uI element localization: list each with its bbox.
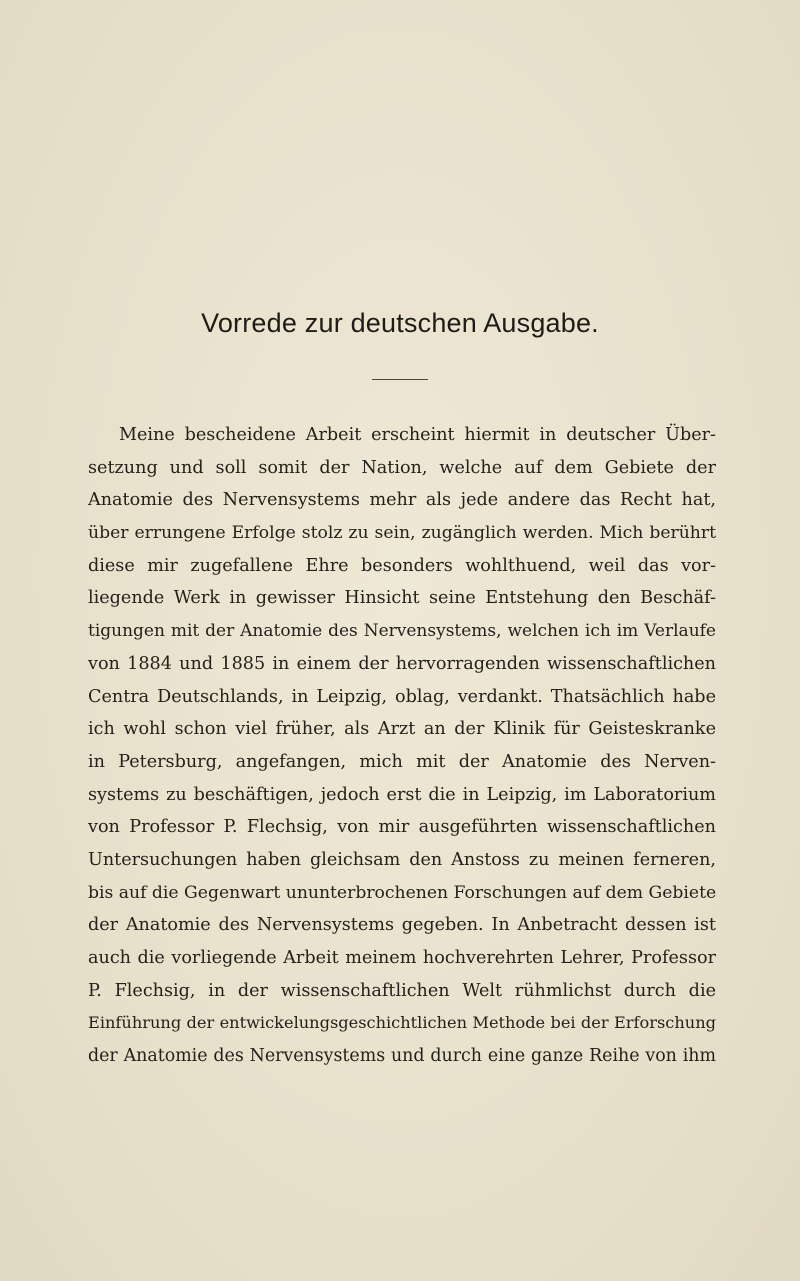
- title-divider: [372, 379, 428, 380]
- text-line: Einführung der entwickelungsgeschichtlichen Methode bei der Erforschung: [88, 1013, 716, 1033]
- body-paragraph: [88, 419, 716, 1073]
- text-line: tigungen mit der Anatomie des Nervensystems, welchen ich im Verlaufe: [88, 621, 716, 642]
- text-line: liegende Werk in gewisser Hinsicht seine Entstehung den Beschäf-: [88, 588, 716, 609]
- text-line: von 1884 und 1885 in einem der hervorragenden wissenschaftlichen: [88, 653, 716, 674]
- text-line: Centra Deutschlands, in Leipzig, oblag, verdankt. Thatsächlich habe: [88, 686, 716, 707]
- text-line: diese mir zugefallene Ehre besonders wohlthuend, weil das vor-: [88, 555, 716, 576]
- text-line: ich wohl schon viel früher, als Arzt an der Klinik für Geisteskranke: [88, 719, 716, 740]
- text-line: systems zu beschäftigen, jedoch erst die in Leipzig, im Laboratorium: [88, 784, 716, 805]
- text-line: der Anatomie des Nervensystems und durch eine ganze Reihe von ihm: [88, 1046, 716, 1067]
- text-line: Anatomie des Nervensystems mehr als jede andere das Recht hat,: [88, 490, 716, 511]
- text-line: P. Flechsig, in der wissenschaftlichen Welt rühmlichst durch die: [88, 980, 716, 1001]
- text-line: setzung und soll somit der Nation, welche auf dem Gebiete der: [88, 457, 716, 478]
- text-line: in Petersburg, angefangen, mich mit der Anatomie des Nerven-: [88, 751, 716, 772]
- text-line: über errungene Erfolge stolz zu sein, zugänglich werden. Mich berührt: [88, 523, 716, 544]
- text-line: der Anatomie des Nervensystems gegeben. In Anbetracht dessen ist: [88, 915, 716, 936]
- text-line: bis auf die Gegenwart ununterbrochenen Forschungen auf dem Gebiete: [88, 882, 716, 903]
- text-line: von Professor P. Flechsig, von mir ausgeführten wissenschaftlichen: [88, 817, 716, 838]
- page-title: Vorrede zur deutschen Ausgabe.: [201, 308, 599, 338]
- text-line: Meine bescheidene Arbeit erscheint hiermit in deutscher Über-: [119, 425, 716, 445]
- text-line: auch die vorliegende Arbeit meinem hochverehrten Lehrer, Professor: [88, 948, 716, 968]
- text-line: Untersuchungen haben gleichsam den Anstoss zu meinen ferneren,: [88, 849, 716, 870]
